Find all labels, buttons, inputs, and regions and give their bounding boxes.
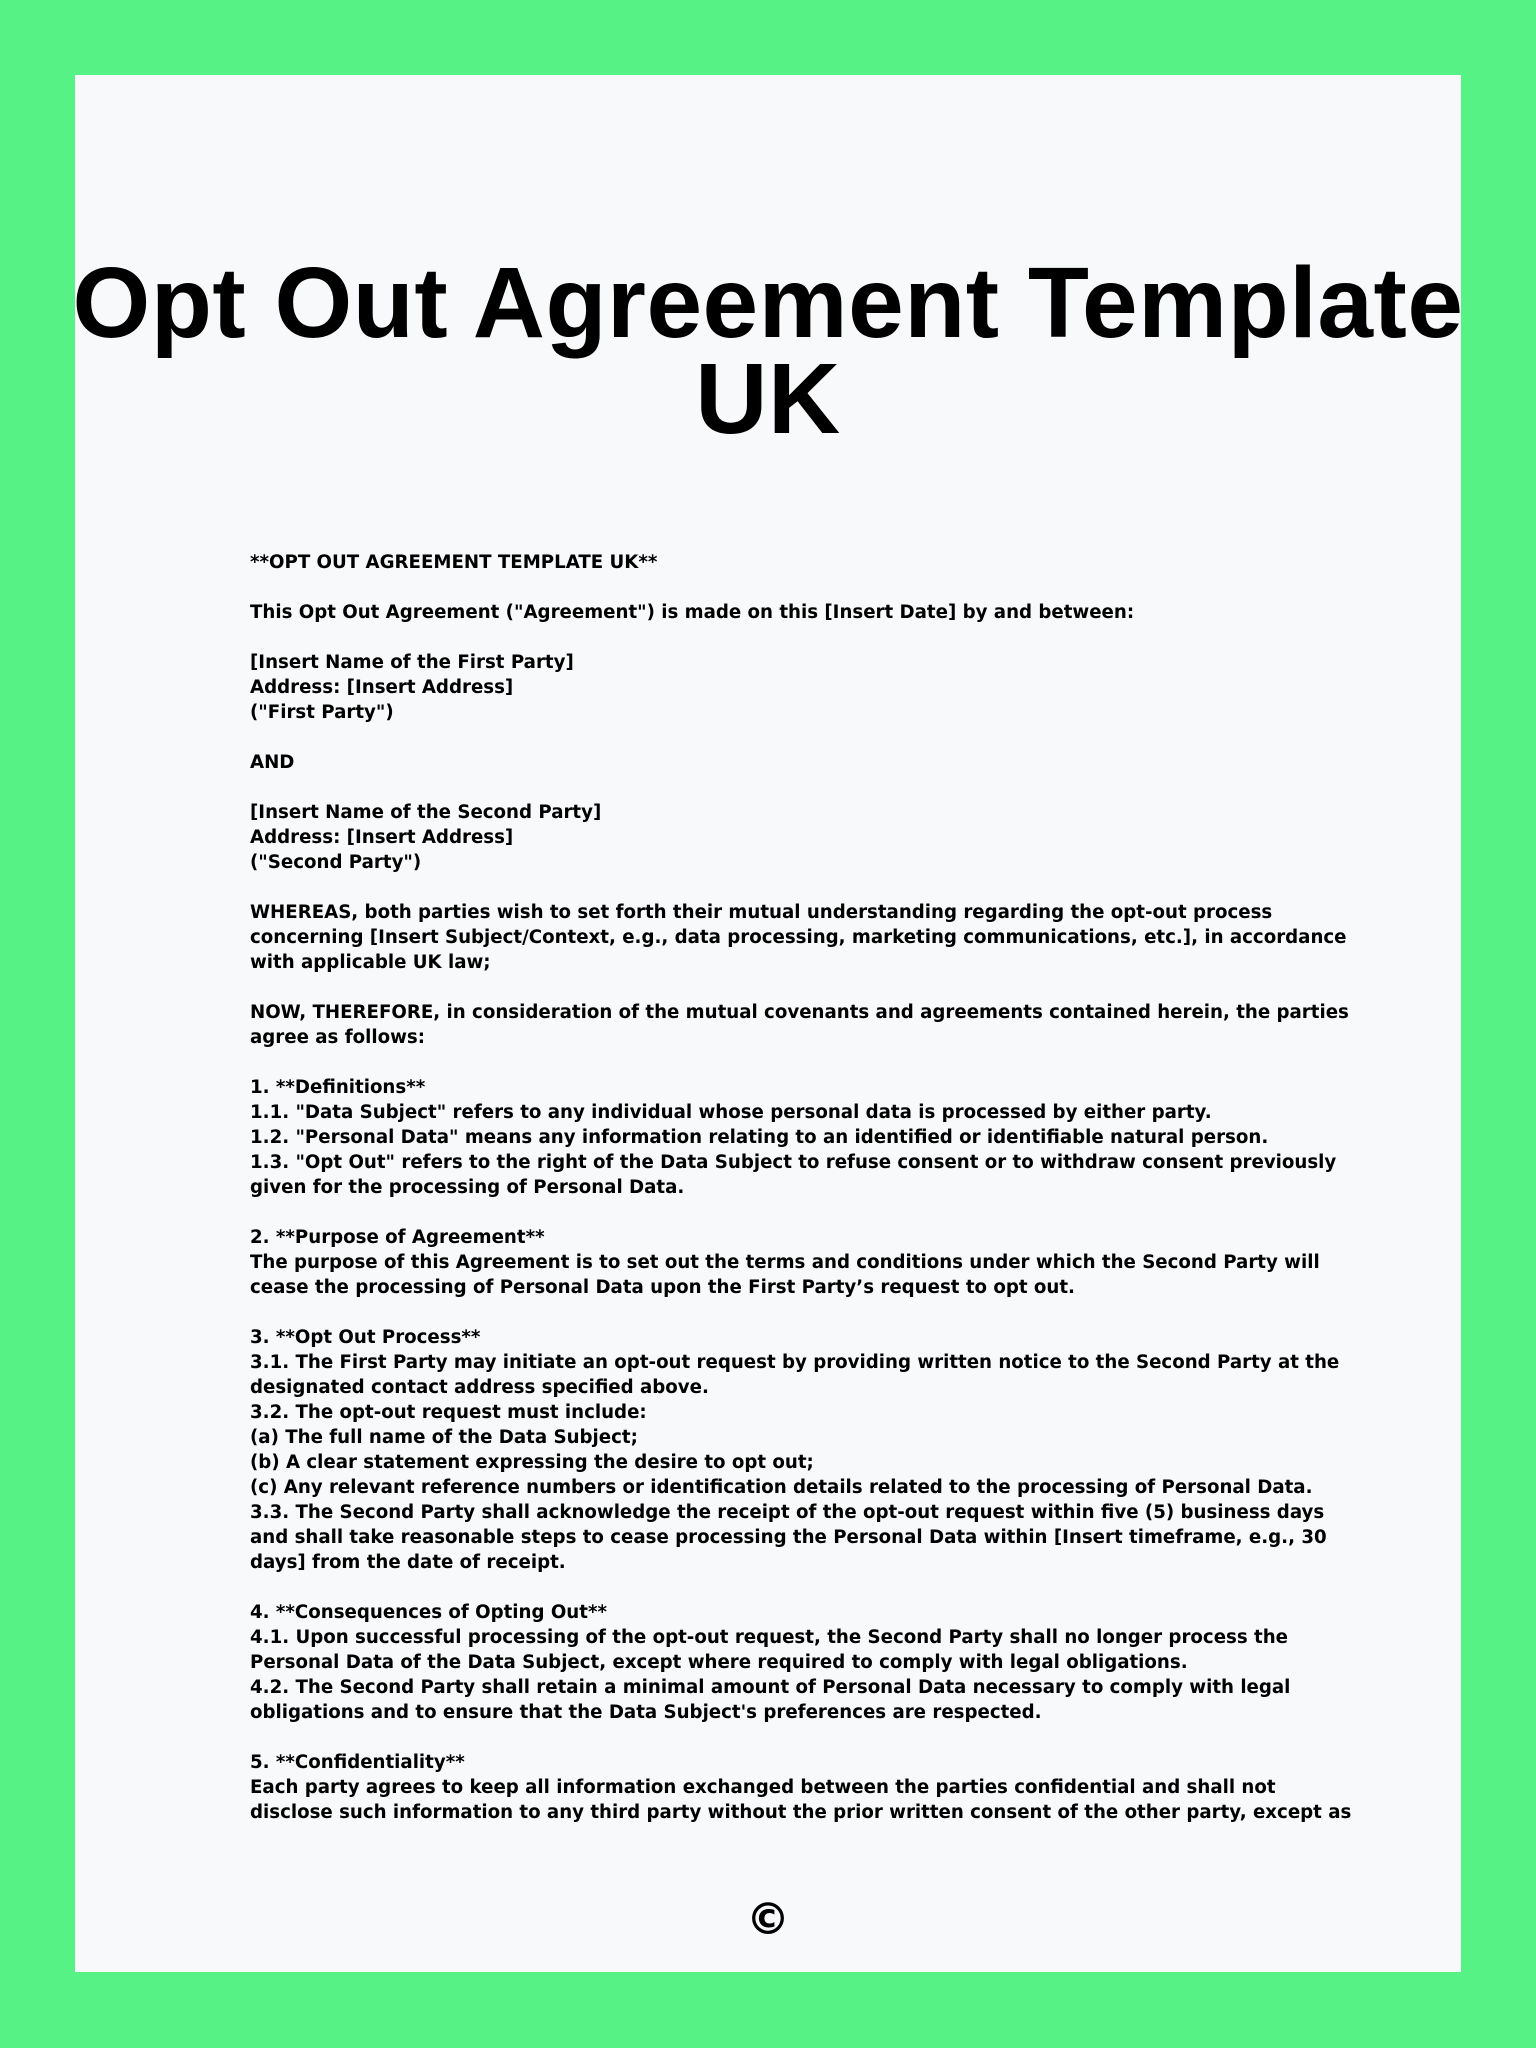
text-line: [Insert Name of the First Party] <box>250 652 574 673</box>
title-line: Opt Out Agreement Template <box>72 247 1464 359</box>
text-line: Personal Data of the Data Subject, except where required to comply with legal obligations. <box>250 1652 1188 1673</box>
text-line: designated contact address specified above. <box>250 1377 709 1398</box>
text-line: (b) A clear statement expressing the desire to opt out; <box>250 1452 814 1473</box>
heading-paragraph <box>250 550 1370 575</box>
text-line: 4.2. The Second Party shall retain a minimal amount of Personal Data necessary to comply with legal <box>250 1677 1291 1698</box>
whereas-paragraph <box>250 900 1370 975</box>
text-line: 3.3. The Second Party shall acknowledge the receipt of the opt-out request within five (5) business days <box>250 1502 1325 1523</box>
text-line: Address: [Insert Address] <box>250 827 514 848</box>
text-line: **OPT OUT AGREEMENT TEMPLATE UK** <box>250 552 658 573</box>
section-confidentiality <box>250 1750 1370 1825</box>
text-line: cease the processing of Personal Data upon the First Party’s request to opt out. <box>250 1277 1075 1298</box>
text-line: WHEREAS, both parties wish to set forth their mutual understanding regarding the opt-out process <box>250 902 1273 923</box>
text-line: 4. **Consequences of Opting Out** <box>250 1602 607 1623</box>
document-page <box>72 75 1464 1972</box>
text-line: 1.3. "Opt Out" refers to the right of the Data Subject to refuse consent or to withdraw consent previously <box>250 1152 1337 1173</box>
text-line: agree as follows: <box>250 1027 425 1048</box>
section-purpose <box>250 1225 1370 1300</box>
text-line: [Insert Name of the Second Party] <box>250 802 602 823</box>
text-line: 3. **Opt Out Process** <box>250 1327 481 1348</box>
text-line: given for the processing of Personal Data. <box>250 1177 685 1198</box>
text-line: 2. **Purpose of Agreement** <box>250 1227 545 1248</box>
and-paragraph <box>250 750 1370 775</box>
text-line: NOW, THEREFORE, in consideration of the mutual covenants and agreements contained herein, the parties <box>250 1002 1349 1023</box>
text-line: concerning [Insert Subject/Context, e.g., data processing, marketing communications, etc.], in accordance <box>250 927 1347 948</box>
page-title <box>45 247 1491 455</box>
text-line: (c) Any relevant reference numbers or identification details related to the processing of Personal Data. <box>250 1477 1313 1498</box>
text-line: Each party agrees to keep all information exchanged between the parties confidential and shall not <box>250 1777 1276 1798</box>
agreement-body <box>250 550 1370 1850</box>
copyright-icon: © <box>746 1894 790 1945</box>
text-line: 3.1. The First Party may initiate an opt-out request by providing written notice to the Second Party at the <box>250 1352 1340 1373</box>
section-opt-out-process <box>250 1325 1370 1575</box>
section-consequences <box>250 1600 1370 1725</box>
text-line: AND <box>250 752 295 773</box>
text-line: (a) The full name of the Data Subject; <box>250 1427 638 1448</box>
first-party-block <box>250 650 1370 725</box>
text-line: 4.1. Upon successful processing of the opt-out request, the Second Party shall no longer process the <box>250 1627 1288 1648</box>
text-line: This Opt Out Agreement ("Agreement") is made on this [Insert Date] by and between: <box>250 602 1135 623</box>
text-line: obligations and to ensure that the Data Subject's preferences are respected. <box>250 1702 1042 1723</box>
text-line: disclose such information to any third party without the prior written consent of the other party, except as <box>250 1802 1352 1823</box>
text-line: 5. **Confidentiality** <box>250 1752 465 1773</box>
text-line: 3.2. The opt-out request must include: <box>250 1402 647 1423</box>
now-therefore-paragraph <box>250 1000 1370 1050</box>
text-line: 1.2. "Personal Data" means any information relating to an identified or identifiable natural person. <box>250 1127 1269 1148</box>
text-line: ("First Party") <box>250 702 394 723</box>
text-line: ("Second Party") <box>250 852 422 873</box>
section-definitions <box>250 1075 1370 1200</box>
second-party-block <box>250 800 1370 875</box>
text-line: The purpose of this Agreement is to set out the terms and conditions under which the Second Party will <box>250 1252 1320 1273</box>
intro-paragraph <box>250 600 1370 625</box>
text-line: 1.1. "Data Subject" refers to any individual whose personal data is processed by either party. <box>250 1102 1212 1123</box>
text-line: days] from the date of receipt. <box>250 1552 566 1573</box>
text-line: and shall take reasonable steps to cease processing the Personal Data within [Insert timeframe, e.g., 30 <box>250 1527 1327 1548</box>
text-line: Address: [Insert Address] <box>250 677 514 698</box>
text-line: 1. **Definitions** <box>250 1077 426 1098</box>
text-line: with applicable UK law; <box>250 952 491 973</box>
title-line: UK <box>695 343 841 455</box>
